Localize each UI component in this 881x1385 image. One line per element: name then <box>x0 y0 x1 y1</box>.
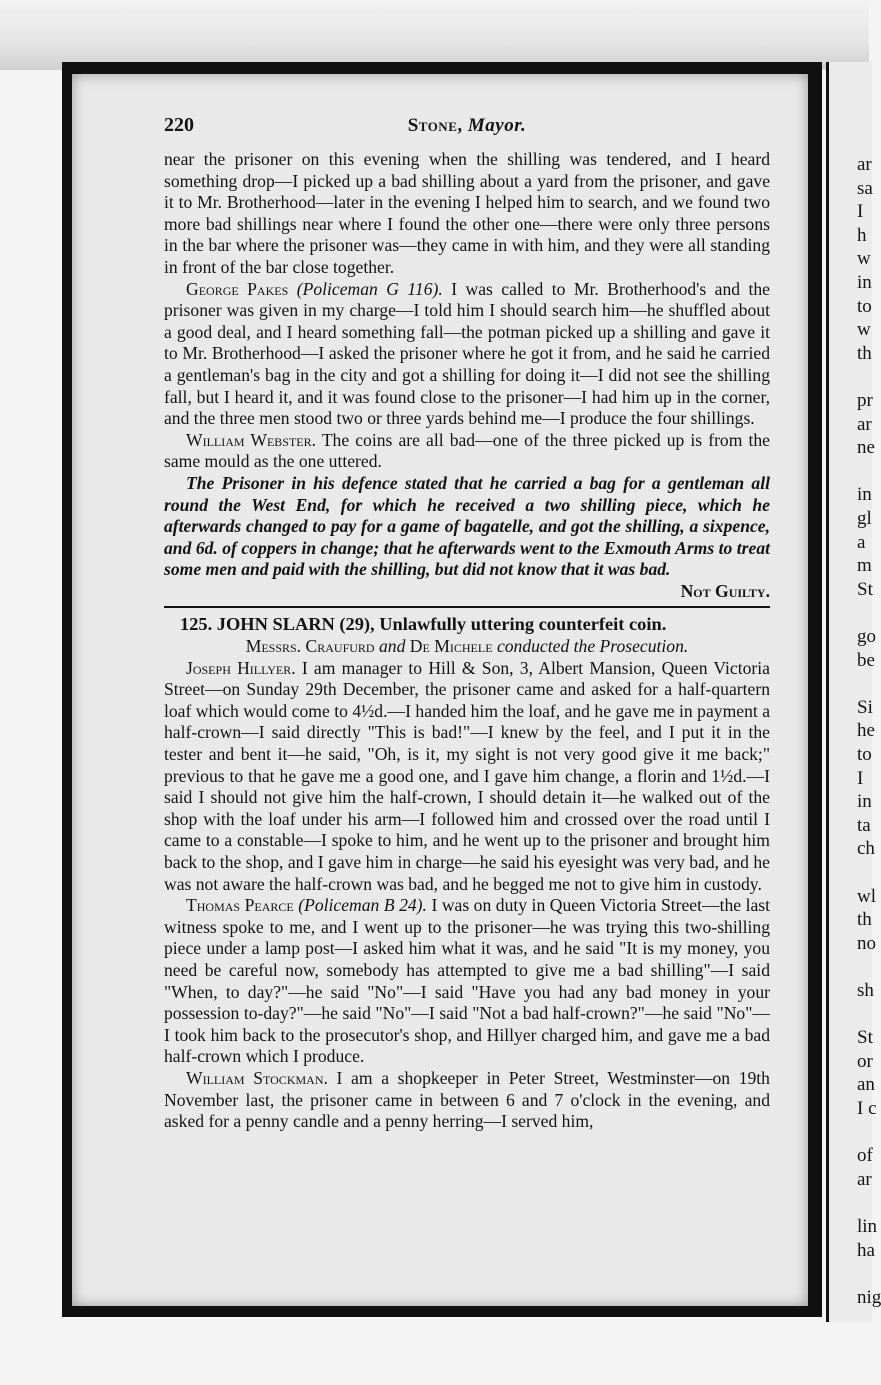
witness-name: William Webster. <box>186 429 317 450</box>
adjacent-page-fragment: ne <box>857 437 875 459</box>
adjacent-page-edge <box>826 62 881 1322</box>
adjacent-page-fragment: pr <box>857 390 873 411</box>
witness-role: (Policeman B 24). <box>298 895 427 916</box>
adjacent-page-fragment: in <box>857 484 872 506</box>
adjacent-page-fragment: nig <box>857 1286 881 1308</box>
testimony-text: I am a shopkeeper in Peter Street, Westminster—on 19th November last, the prisoner came in between 6 and 7 o'clock in the evening, and asked for a penny candle and a penny herring—I served him, <box>164 1067 770 1132</box>
adjacent-page-fragment: he <box>857 720 875 742</box>
running-head-office: Mayor. <box>467 115 527 136</box>
adjacent-page-fragment: h <box>857 224 867 246</box>
witness-role: (Policeman G 116). <box>296 278 443 299</box>
adjacent-page-fragment: go <box>857 626 876 647</box>
scan-background <box>0 0 869 70</box>
adjacent-page-fragment: no <box>857 932 876 954</box>
witness-name: Joseph Hillyer. <box>186 657 296 678</box>
running-head <box>164 115 770 137</box>
adjacent-page-fragment: sh <box>857 980 874 1001</box>
verdict: Not Guilty. <box>680 580 770 601</box>
testimony-text: I was on duty in Queen Victoria Street—the last witness spoke to me, and I went up to the prisoner—he was trying this two-shilling piece under a lamp post—I asked him what it was, and he said "It is my money, you need be careful now, somebody has attempted to give me a bad shilling"—I said "When, to day?"—he said "No"—I said "Have you had any bad money in your possession to-day?"—he said "No"—I said "Not a bad half-crown?"—he said "No"—I took him back to the prosecutor's shop, and Hillyer charged him, and gave me a bad half-crown which I produce. <box>164 895 770 1067</box>
testimony-paragraph <box>164 430 770 473</box>
adjacent-page-fragment: gl <box>857 508 872 529</box>
testimony-paragraph: near the prisoner on this evening when the shilling was tendered, and I heard something drop—I picked up a bad shilling about a yard from the prisoner, and gave it to Mr. Brotherhood—later in the evening I helped him to search, and we found two more bad shillings near where I found the other one—there were only three persons in the bar where the prisoner was—they came in with him, and they were all standing in front of the bar close together. <box>164 149 770 277</box>
adjacent-page-fragment: I c <box>857 1098 877 1119</box>
adjacent-page-fragment: St <box>857 578 873 600</box>
running-head-name: Stone, <box>407 115 463 136</box>
prisoner-defence: The Prisoner in his defence stated that he carried a bag for a gentleman all round the West End, for which he received a two shilling piece, which he afterwards changed to pay for a game of bagatelle, and got the shilling, a sixpence, and 6d. of coppers in change; that he afterwards went to the Exmouth Arms to treat some men and paid with the shilling, but did not know that it was bad. <box>164 472 770 580</box>
adjacent-page-fragment: in <box>857 791 872 813</box>
testimony-paragraph <box>164 895 770 1068</box>
page-text <box>164 115 770 1133</box>
testimony-text: I am manager to Hill & Son, 3, Albert Mansion, Queen Victoria Street—on Sunday 29th December, the prisoner came and asked for a half-quartern loaf which would come to 4½d.—I handed him the loaf, and he gave me in payment a half-crown—I said directly "This is bad!"—I knew by the feel, and I put it in the tester and bent it—he said, "Oh, is it, my sight is not very good give it me back;" previous to that he gave me a good one, and I gave him change, a florin and 1½d.—I said I should not give him the half-crown, I should detain it—he walked out of the shop with the loaf under his arm—I followed him and crossed over the road until I came to a constable—I spoke to him, and he went up to the prisoner and brought him back to the shop, and I gave him in charge—he said his eyesight was very bad, and he was not aware the half-crown was bad, and he begged me not to give him in custody. <box>164 657 770 894</box>
counsel-and: and <box>379 636 406 657</box>
adjacent-page-fragment: ar <box>857 154 872 175</box>
counsel-line <box>164 636 770 658</box>
adjacent-page-fragment: St <box>857 1027 873 1049</box>
adjacent-page-fragment: th <box>857 342 872 364</box>
adjacent-page-fragment: sa <box>857 177 873 199</box>
adjacent-page-fragment: I <box>857 201 864 223</box>
testimony-paragraph <box>164 658 770 896</box>
witness-name: Thomas Pearce <box>186 895 294 916</box>
page-number: 220 <box>164 114 194 136</box>
testimony-paragraph <box>164 279 770 430</box>
adjacent-page-fragment: ha <box>857 1239 875 1261</box>
witness-name: William Stockman. <box>186 1067 328 1088</box>
testimony-paragraph <box>164 1068 770 1133</box>
adjacent-page-fragment: to <box>857 744 872 765</box>
adjacent-page-fragment: th <box>857 909 872 931</box>
running-header <box>164 115 770 149</box>
adjacent-page-fragment: wl <box>857 885 876 907</box>
counsel-name: Craufurd <box>305 636 375 657</box>
adjacent-page-fragment: be <box>857 649 875 671</box>
counsel-name-2: De Michele <box>409 636 493 657</box>
adjacent-page-fragment: ar <box>857 413 872 435</box>
adjacent-page-fragment: an <box>857 1074 875 1096</box>
adjacent-page-fragment: of <box>857 1145 873 1167</box>
testimony-text: I was called to Mr. Brotherhood's and the prisoner was given in my charge—I told him I should search him—he shuffled about a good deal, and I heard something fall—the potman picked up a shilling and gave it to Mr. Brotherhood—I asked the prisoner where he got it from, and he said he carried a gentleman's bag in the city and got a shilling for doing it—I did not see the shilling fall, but I heard it, and it was found close to the prisoner—I had him up in the corner, and the three men stood two or three yards behind me—I produce the four shillings. <box>164 278 770 429</box>
counsel-suffix: conducted the Prosecution. <box>496 636 689 657</box>
adjacent-page-fragment: w <box>857 248 871 270</box>
adjacent-page-fragment: ar <box>857 1168 872 1190</box>
adjacent-page-fragment: m <box>857 555 872 577</box>
adjacent-page-fragment: w <box>857 319 871 341</box>
adjacent-page-fragment: I <box>857 767 864 789</box>
testimony-text: The coins are all bad—one of the three picked up is from the same mould as the one uttered. <box>164 429 770 472</box>
counsel-prefix: Messrs. <box>245 636 302 657</box>
adjacent-page-fragment: in <box>857 272 872 293</box>
adjacent-page-fragment: Si <box>857 696 873 718</box>
section-rule <box>164 606 770 608</box>
adjacent-page-fragment: lin <box>857 1216 878 1237</box>
case-title: 125. JOHN SLARN (29), Unlawfully uttering counterfeit coin. <box>180 614 667 635</box>
adjacent-page-fragment: ta <box>857 814 871 836</box>
adjacent-page-fragment: to <box>857 295 872 317</box>
adjacent-page-fragment: or <box>857 1050 873 1072</box>
adjacent-page-fragment: a <box>857 531 866 553</box>
witness-name: George Pakes <box>186 278 289 299</box>
adjacent-page-fragment: ch <box>857 838 875 860</box>
